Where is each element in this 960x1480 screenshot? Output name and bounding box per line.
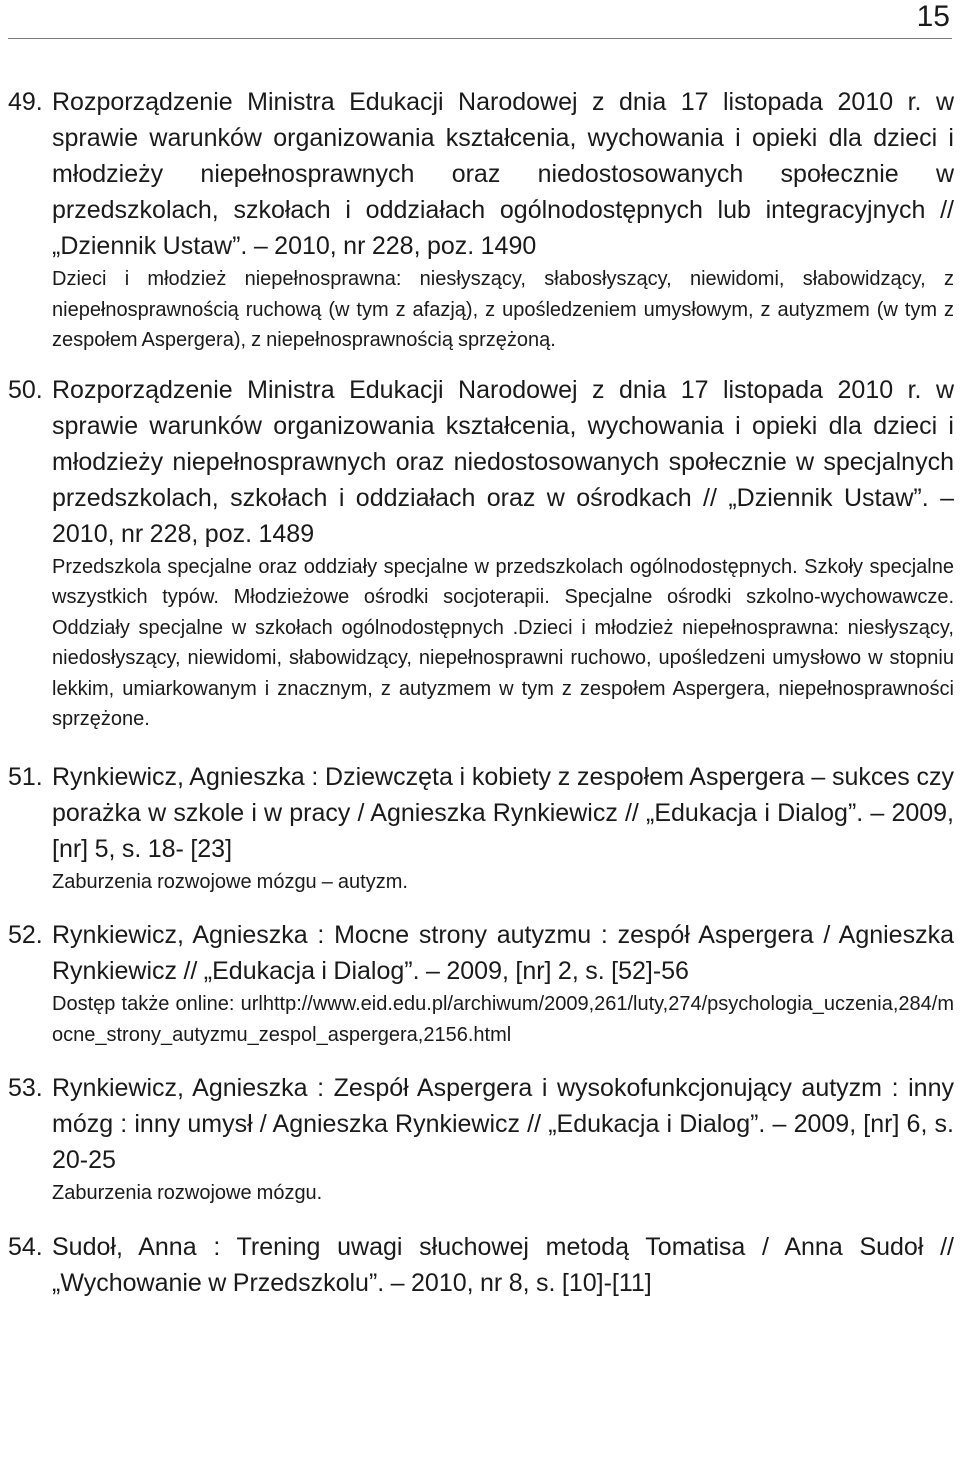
entry-number: 49. bbox=[8, 88, 43, 116]
entry-annotation: Zaburzenia rozwojowe mózgu. bbox=[52, 1182, 323, 1204]
entry-number: 52. bbox=[8, 921, 43, 949]
entry-citation: Rynkiewicz, Agnieszka : Mocne strony autyzmu : zespół Aspergera / Agnieszka Rynkiewicz // „Edukacja i Dialog”. – 2009, [nr] 2, s. [52]-56 bbox=[52, 921, 954, 985]
entry-citation: Rozporządzenie Ministra Edukacji Narodowej z dnia 17 listopada 2010 r. w sprawie warunków organizowania kształcenia, wychowania i opieki dla dzieci i młodzieży niepełnosprawnych oraz niedostosowanych społecznie w przedszkolach, szkołach i oddziałach ogólnodostępnych lub integracyjnych // „Dziennik Ustaw”. – 2010, nr 228, poz. 1490 bbox=[52, 88, 954, 260]
entry-citation: Rynkiewicz, Agnieszka : Zespół Aspergera i wysokofunkcjonujący autyzm : inny mózg : inny umysł / Agnieszka Rynkiewicz // „Edukacja i Dialog”. – 2009, [nr] 6, s. 20-25 bbox=[52, 1074, 954, 1174]
bibliography-entry-52 bbox=[8, 917, 954, 1050]
entry-annotation: Dzieci i młodzież niepełnosprawna: niesłyszący, słabosłyszący, niewidomi, słabowidzący, z niepełnosprawnością ruchową (w tym z afazją), z upośledzeniem umysłowym, z autyzmem (w tym z zespołem Aspergera), z niepełnosprawnością sprzężoną. bbox=[52, 268, 954, 351]
bibliography-entry-51 bbox=[8, 759, 954, 898]
entry-body bbox=[52, 917, 954, 1050]
header-rule bbox=[8, 38, 952, 39]
entry-body bbox=[52, 1070, 954, 1209]
entry-number: 51. bbox=[8, 762, 43, 791]
entry-number: 54. bbox=[8, 1232, 43, 1261]
entry-body bbox=[52, 372, 954, 735]
bibliography-entry-53 bbox=[8, 1070, 954, 1209]
entry-citation: Sudoł, Anna : Trening uwagi słuchowej metodą Tomatisa / Anna Sudoł // „Wychowanie w Przedszkolu”. – 2010, nr 8, s. [10]-[11] bbox=[52, 1232, 954, 1297]
entry-annotation: Zaburzenia rozwojowe mózgu – autyzm. bbox=[52, 870, 408, 893]
bibliography-entry-49 bbox=[8, 84, 954, 356]
entry-number: 50. bbox=[8, 375, 43, 404]
page-number: 15 bbox=[916, 0, 950, 33]
bibliography-list bbox=[8, 84, 954, 1301]
entry-body bbox=[52, 1229, 954, 1301]
entry-annotation: Dostęp także online: urlhttp://www.eid.edu.pl/archiwum/2009,261/luty,274/psychologia_uczenia,284/mocne_strony_autyzmu_zespol_aspergera,2156.html bbox=[52, 993, 954, 1046]
entry-annotation: Przedszkola specjalne oraz oddziały specjalne w przedszkolach ogólnodostępnych. Szkoły specjalne wszystkich typów. Młodzieżowe ośrodki socjoterapii. Specjalne ośrodki szkolno-wychowawcze. Oddziały specjalne w szkołach ogólnodostępnych .Dzieci i młodzież niepełnosprawna: niesłyszący, niedosłyszący, niewidomi, słabowidzący, niepełnosprawni ruchowo, upośledzeni umysłowo w stopniu lekkim, umiarkowanym i znacznym, z autyzmem w tym z zespołem Aspergera, niepełnosprawności sprzężone. bbox=[52, 555, 954, 730]
bibliography-entry-50 bbox=[8, 372, 954, 735]
entry-body bbox=[52, 759, 954, 898]
bibliography-entry-54 bbox=[8, 1229, 954, 1301]
entry-number: 53. bbox=[8, 1074, 43, 1102]
entry-citation: Rozporządzenie Ministra Edukacji Narodowej z dnia 17 listopada 2010 r. w sprawie warunków organizowania kształcenia, wychowania i opieki dla dzieci i młodzieży niepełnosprawnych oraz niedostosowanych społecznie w specjalnych przedszkolach, szkołach i oddziałach oraz w ośrodkach // „Dziennik Ustaw”. – 2010, nr 228, poz. 1489 bbox=[52, 375, 954, 548]
entry-citation: Rynkiewicz, Agnieszka : Dziewczęta i kobiety z zespołem Aspergera – sukces czy porażka w szkole i w pracy / Agnieszka Rynkiewicz // „Edukacja i Dialog”. – 2009, [nr] 5, s. 18- [23] bbox=[52, 762, 954, 863]
entry-body bbox=[52, 84, 954, 356]
